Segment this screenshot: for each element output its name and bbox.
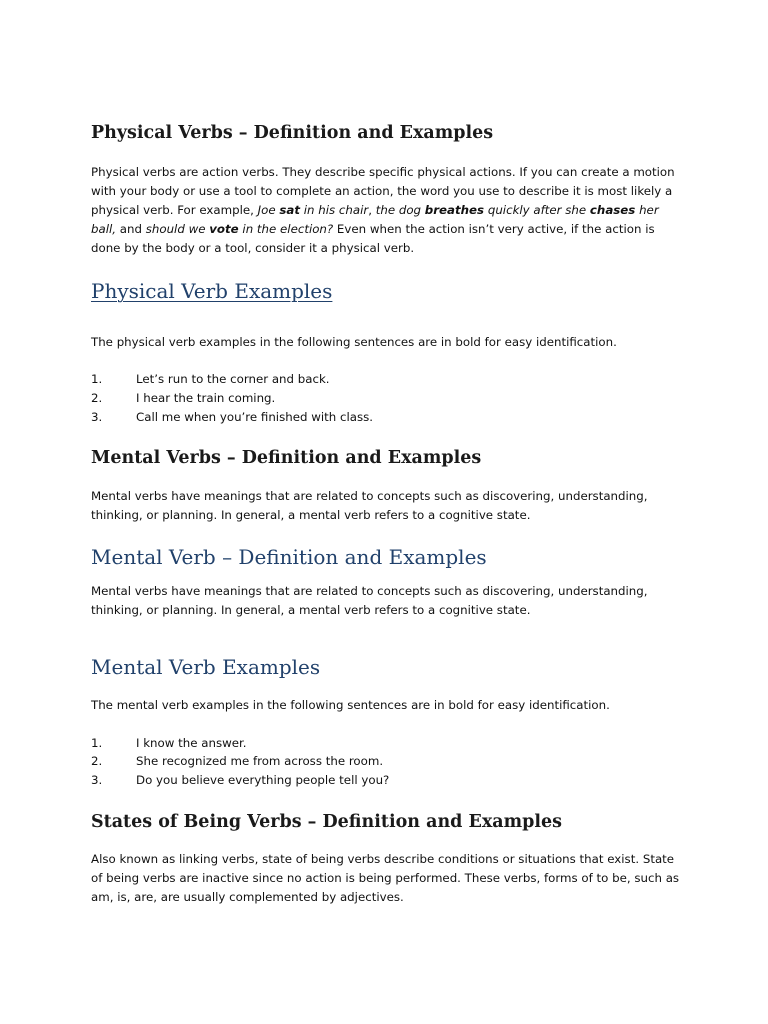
heading-mental-verb-definition: Mental Verb – Definition and Examples	[91, 545, 487, 569]
paragraph-mental-verb-definition: Mental verbs have meanings that are related to concepts such as discovering, understanding, thinking, or planning. In general, a mental verb refers to a cognitive state.	[91, 584, 648, 617]
list-text: Do you believe everything people tell you?	[136, 773, 390, 787]
example-verb: breathes	[424, 203, 485, 217]
paragraph-physical-verbs	[91, 163, 681, 258]
example-italic: in the election?	[238, 222, 334, 236]
list-text: Let’s run to the corner and back.	[136, 372, 330, 386]
example-italic	[279, 203, 300, 217]
list-number: 3.	[91, 773, 103, 787]
example-italic: in his chair	[300, 203, 369, 217]
list-text: Call me when you’re finished with class.	[136, 410, 374, 424]
example-italic: her ball,	[91, 203, 659, 236]
para-text: Even when the action isn’t very active, if the action is done by the body or a tool, consider it a physical verb.	[91, 222, 655, 255]
example-italic: the dog	[375, 203, 425, 217]
paragraph-states-of-being-verbs: Also known as linking verbs, state of being verbs describe conditions or situations that exist. State of being verbs are inactive since no action is being performed. These verbs, forms of to be, such as am, is, are, are usually complemented by adjectives.	[91, 852, 680, 904]
para-text: Physical verbs are action verbs. They describe specific physical actions. If you can create a motion with your body or use a tool to complete an action, the word you use to describe it is most likely a physical verb. For example,	[91, 165, 675, 217]
heading-mental-verb-examples: Mental Verb Examples	[91, 655, 321, 679]
mental-examples-intro: The mental verb examples in the following sentences are in bold for easy identification.	[91, 698, 610, 712]
example-italic: quickly after she	[484, 203, 590, 217]
list-text: She recognized me from across the room.	[136, 754, 384, 768]
example-italic: Joe	[257, 203, 280, 217]
example-verb: vote	[209, 222, 239, 236]
heading-physical-verbs: Physical Verbs – Definition and Examples	[91, 123, 494, 143]
physical-examples-intro: The physical verb examples in the following sentences are in bold for easy identification.	[91, 335, 617, 349]
example-verb: chases	[589, 203, 636, 217]
list-number: 2.	[91, 754, 103, 768]
heading-physical-verb-examples: Physical Verb Examples	[91, 279, 333, 303]
example-italic: should we	[145, 222, 210, 236]
heading-mental-verbs: Mental Verbs – Definition and Examples	[91, 448, 482, 468]
list-number: 1.	[91, 372, 103, 386]
example-italic	[425, 203, 484, 217]
para-text: and	[116, 222, 146, 236]
example-italic	[590, 203, 635, 217]
para-text: ,	[368, 203, 376, 217]
list-text: I hear the train coming.	[136, 391, 276, 405]
example-verb: sat	[279, 203, 300, 217]
list-text: I know the answer.	[136, 736, 247, 750]
example-italic	[209, 222, 238, 236]
list-number: 3.	[91, 410, 103, 424]
paragraph-mental-verbs: Mental verbs have meanings that are related to concepts such as discovering, understanding, thinking, or planning. In general, a mental verb refers to a cognitive state.	[91, 489, 648, 522]
list-number: 2.	[91, 391, 103, 405]
list-number: 1.	[91, 736, 103, 750]
heading-states-of-being-verbs: States of Being Verbs – Definition and Examples	[91, 812, 563, 832]
